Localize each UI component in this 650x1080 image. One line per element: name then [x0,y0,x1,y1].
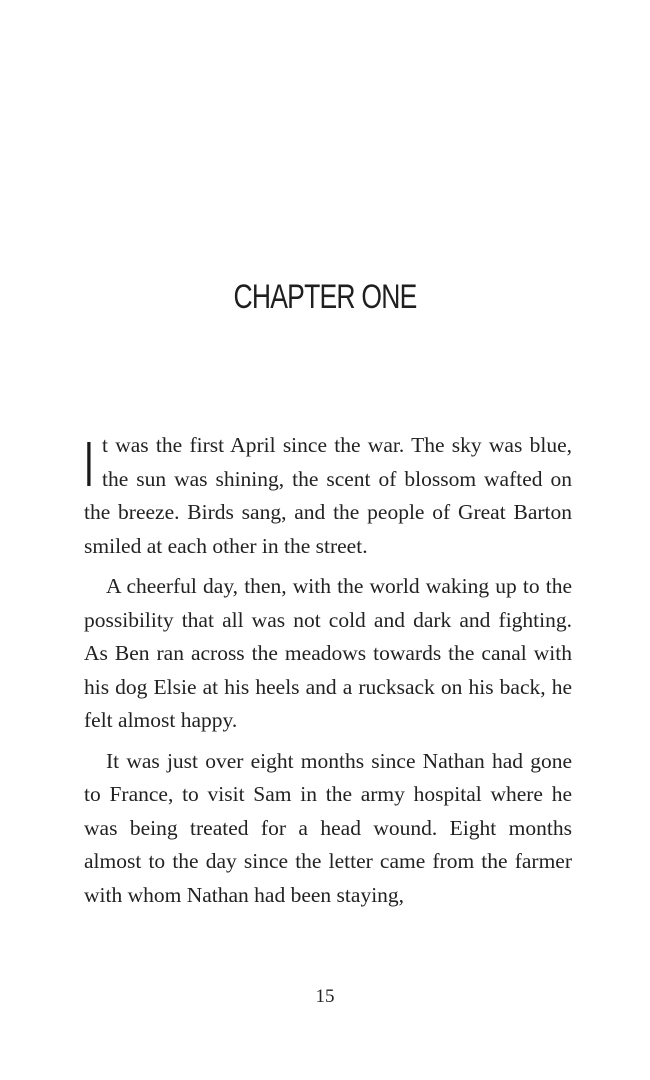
paragraph-1 [70,429,572,563]
page-number: 15 [315,986,335,1007]
paragraph-2: A cheerful day, then, with the world waking up to the possibility that all was not cold and dark and fighting. As Ben ran across the meadows towards the canal with his dog Elsie at his heels and a rucksack on his back, he felt almost happy. [84,574,572,732]
body-text [84,429,572,919]
chapter-title: CHAPTER ONE [233,278,417,316]
drop-cap: I [84,428,94,500]
paragraph-1-text: t was the first April since the war. The sky was blue, the sun was shining, the scent of blossom wafted on the breeze. Birds sang, and the people of Great Barton smiled at each other in the street. [84,433,572,558]
paragraph-3: It was just over eight months since Nathan had gone to France, to visit Sam in the army hospital where he was being treated for a head wound. Eight months almost to the day since the letter came from the farmer with whom Nathan had been staying, [84,748,572,907]
